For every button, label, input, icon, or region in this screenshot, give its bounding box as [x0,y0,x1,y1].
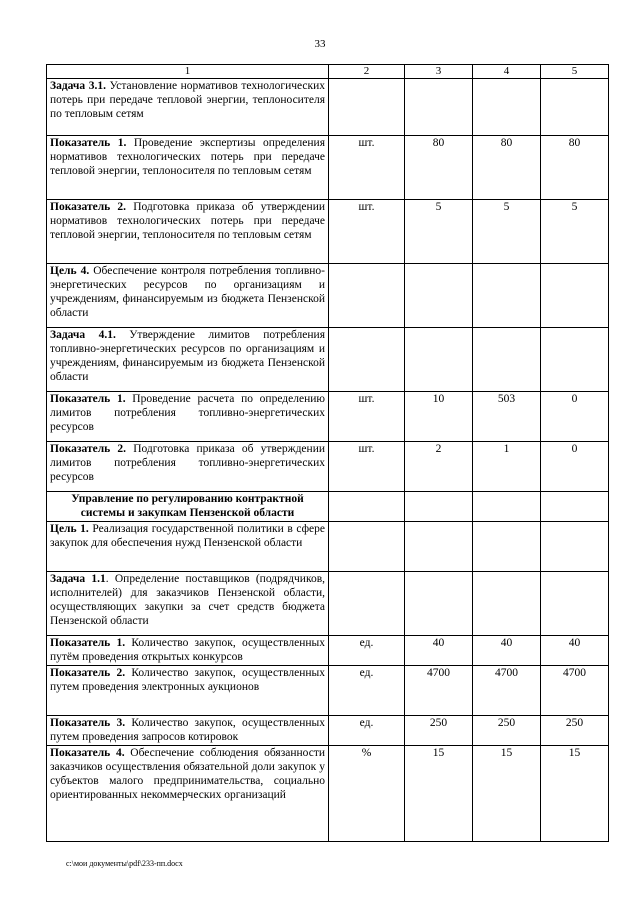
header-cell: 4 [473,65,541,79]
row-label: Показатель 2. [50,667,126,679]
row-text: Обеспечение контроля потребления топливно-энергетических ресурсов по организациям и учреждениям, финансируемым из бюджета Пензенской области [50,265,325,319]
unit-cell: шт. [329,442,405,492]
unit-cell [329,79,405,136]
value-cell-v4: 15 [473,746,541,842]
value-cell-v4 [473,264,541,328]
unit-cell: шт. [329,200,405,264]
value-cell-v4: 503 [473,392,541,442]
header-cell: 2 [329,65,405,79]
value-cell-v5: 40 [541,636,609,666]
table-row [47,200,609,264]
value-cell-v4 [473,522,541,572]
value-cell-v3 [405,328,473,392]
value-cell-v4 [473,79,541,136]
value-cell-v4: 4700 [473,666,541,716]
description-cell [47,746,329,842]
unit-cell [329,264,405,328]
unit-cell [329,572,405,636]
value-cell-v5: 4700 [541,666,609,716]
value-cell-v3: 2 [405,442,473,492]
row-label: Показатель 4. [50,747,125,759]
unit-cell [329,492,405,522]
row-text: Установление нормативов технологических потерь при передаче тепловой энергии, теплоносителя по тепловым сетям [50,80,325,120]
value-cell-v4: 40 [473,636,541,666]
value-cell-v3: 250 [405,716,473,746]
unit-cell: % [329,746,405,842]
table-row [47,79,609,136]
row-label: Показатель 2. [50,201,127,213]
row-label: Задача 1.1 [50,573,106,585]
section-heading-row [47,492,609,522]
description-cell [47,492,329,522]
value-cell-v3 [405,572,473,636]
row-label: Задача 4.1. [50,329,116,341]
unit-cell: шт. [329,392,405,442]
unit-cell: ед. [329,666,405,716]
row-text: Количество закупок, осуществленных путём проведения открытых конкурсов [50,637,325,663]
table-row [47,716,609,746]
value-cell-v5: 5 [541,200,609,264]
table-row [47,442,609,492]
value-cell-v4 [473,572,541,636]
header-cell: 5 [541,65,609,79]
description-cell [47,200,329,264]
description-cell [47,716,329,746]
description-cell [47,328,329,392]
row-label: Задача 3.1. [50,80,106,92]
file-path-footer: c:\мои документы\pdf\233-пп.docx [66,859,183,868]
table-row [47,392,609,442]
table-row [47,636,609,666]
value-cell-v5 [541,264,609,328]
table-row [47,572,609,636]
description-cell [47,572,329,636]
row-label: Показатель 2. [50,443,127,455]
page-number: 33 [314,38,326,50]
value-cell-v4 [473,492,541,522]
row-text: Утверждение лимитов потребления топливно-энергетических ресурсов по организациям и учреждениям, финансируемым из бюджета Пензенской области [50,329,325,383]
value-cell-v5: 0 [541,442,609,492]
description-cell [47,522,329,572]
value-cell-v3: 15 [405,746,473,842]
value-cell-v5 [541,522,609,572]
row-text: Количество закупок, осуществленных путем проведения электронных аукционов [50,667,325,693]
unit-cell [329,328,405,392]
description-cell [47,136,329,200]
row-label: Показатель 1. [50,637,126,649]
unit-cell: ед. [329,636,405,666]
description-cell [47,392,329,442]
row-text: Количество закупок, осуществленных путем проведения запросов котировок [50,717,325,743]
value-cell-v3: 5 [405,200,473,264]
value-cell-v5 [541,328,609,392]
value-cell-v3: 10 [405,392,473,442]
value-cell-v4: 250 [473,716,541,746]
value-cell-v3: 80 [405,136,473,200]
table-row [47,136,609,200]
row-text: Реализация государственной политики в сфере закупок для обеспечения нужд Пензенской области [50,523,325,549]
row-label: Показатель 3. [50,717,126,729]
row-text: Подготовка приказа об утверждении нормативов технологических потерь при передаче тепловой энергии, теплоносителя по тепловым сетям [50,201,326,241]
row-text: . Определение поставщиков (подрядчиков, исполнителей) для заказчиков Пензенской области, осуществляющих закупки за счет средств бюджета Пензенской области [50,573,325,627]
value-cell-v5 [541,492,609,522]
row-text: Проведение экспертизы определения нормативов технологических потерь при передаче тепловой энергии, теплоносителя по тепловым сетям [50,137,325,177]
value-cell-v5 [541,572,609,636]
row-label: Цель 4. [50,265,90,277]
row-text: Проведение расчета по определению лимитов потребления топливно-энергетических ресурсов [50,393,325,433]
value-cell-v5: 80 [541,136,609,200]
value-cell-v3 [405,79,473,136]
row-label: Показатель 1. [50,137,127,149]
table-row [47,522,609,572]
unit-cell: шт. [329,136,405,200]
row-label: Показатель 1. [50,393,126,405]
header-cell: 3 [405,65,473,79]
table-row [47,264,609,328]
header-cell: 1 [47,65,329,79]
description-cell [47,79,329,136]
table-header-row [47,65,609,79]
section-heading: Управление по регулированию контрактной системы и закупкам Пензенской области [71,493,304,519]
table-row [47,328,609,392]
value-cell-v5 [541,79,609,136]
value-cell-v4: 1 [473,442,541,492]
value-cell-v5: 15 [541,746,609,842]
table-row [47,746,609,842]
row-text: Подготовка приказа об утверждении лимитов потребления топливно-энергетических ресурсов [50,443,326,483]
description-cell [47,442,329,492]
row-label: Цель 1. [50,523,89,535]
indicators-table [46,64,609,842]
row-text: Обеспечение соблюдения обязанности заказчиков осуществления обязательной доли закупок у субъектов малого предпринимательства, социально ориентированных некоммерческих организаций [50,747,325,801]
description-cell [47,666,329,716]
unit-cell [329,522,405,572]
description-cell [47,264,329,328]
value-cell-v4: 80 [473,136,541,200]
table-row [47,666,609,716]
value-cell-v3 [405,492,473,522]
unit-cell: ед. [329,716,405,746]
value-cell-v5: 250 [541,716,609,746]
value-cell-v3: 4700 [405,666,473,716]
value-cell-v4 [473,328,541,392]
description-cell [47,636,329,666]
value-cell-v3: 40 [405,636,473,666]
value-cell-v4: 5 [473,200,541,264]
value-cell-v3 [405,522,473,572]
value-cell-v3 [405,264,473,328]
value-cell-v5: 0 [541,392,609,442]
